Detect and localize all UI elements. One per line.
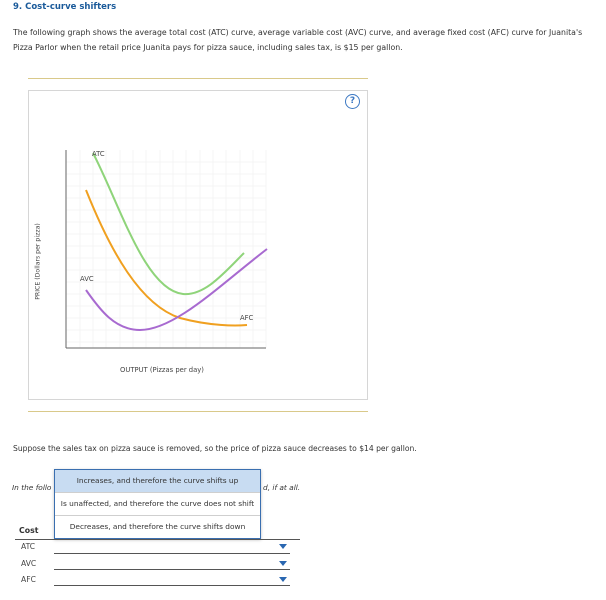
atc-select[interactable] bbox=[54, 553, 290, 554]
afc-select[interactable] bbox=[54, 585, 290, 586]
avc-dropdown-arrow-icon[interactable] bbox=[279, 561, 287, 566]
afc-dropdown-arrow-icon[interactable] bbox=[279, 577, 287, 582]
row-label-atc: ATC bbox=[21, 542, 36, 551]
y-axis-label: PRICE (Dollars per pizza) bbox=[34, 223, 42, 300]
table-header-rule bbox=[15, 539, 300, 540]
atc-label: ATC bbox=[92, 150, 105, 158]
option-decreases[interactable]: Decreases, and therefore the curve shifts down bbox=[69, 522, 246, 531]
curve-shift-dropdown[interactable] bbox=[54, 469, 261, 539]
plot-grid bbox=[66, 150, 266, 348]
followup-text-start: In the follo bbox=[12, 483, 52, 492]
row-label-avc: AVC bbox=[21, 559, 37, 568]
help-icon[interactable]: ? bbox=[345, 94, 360, 109]
question-title: 9. Cost-curve shifters bbox=[13, 2, 117, 12]
avc-label: AVC bbox=[80, 275, 94, 283]
followup-text-end: d, if at all. bbox=[263, 483, 301, 492]
option-unaffected[interactable]: Is unaffected, and therefore the curve does not shift bbox=[55, 493, 260, 516]
row-label-afc: AFC bbox=[21, 575, 36, 584]
afc-label: AFC bbox=[240, 314, 254, 322]
atc-dropdown-arrow-icon[interactable] bbox=[279, 544, 287, 549]
table-header-cost: Cost bbox=[19, 526, 39, 535]
option-increases[interactable]: Increases, and therefore the curve shifts up bbox=[55, 470, 260, 493]
avc-select[interactable] bbox=[54, 569, 290, 570]
question-intro: The following graph shows the average total cost (ATC) curve, average variable cost (AVC) curve, and average fixed cost (AFC) curve for Juanita's Pizza Parlor when the retail price Juanita pays for pizza sauce, including sales tax, is $15 per gallon. bbox=[13, 28, 583, 52]
scenario-text: Suppose the sales tax on pizza sauce is removed, so the price of pizza sauce decreases to $14 per gallon. bbox=[13, 444, 417, 453]
divider-bottom bbox=[28, 411, 368, 412]
x-axis-label: OUTPUT (Pizzas per day) bbox=[120, 366, 204, 374]
